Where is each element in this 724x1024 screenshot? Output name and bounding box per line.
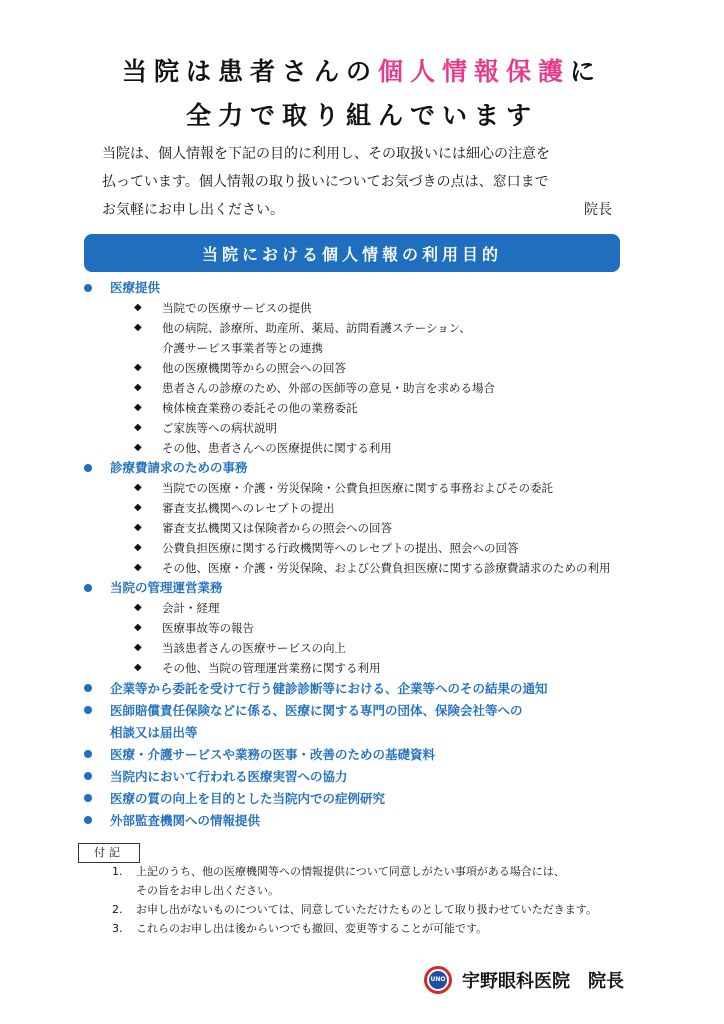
category-title: 診療費請求のための事務 bbox=[110, 460, 248, 475]
list-item: ◆ 医療事故等の報告 bbox=[110, 618, 684, 638]
purpose-insurance-continuation bbox=[84, 722, 684, 744]
note-number: 3. bbox=[112, 922, 123, 935]
intro-signature: 院長 bbox=[584, 202, 612, 218]
intro-line-2: 払っています。個人情報の取り扱いについてお気づきの点は、窓口まで bbox=[102, 174, 549, 190]
purpose-basic-data: 医療・介護サービスや業務の医事・改善のための基礎資料 bbox=[84, 744, 684, 766]
title-part-after: に bbox=[570, 57, 603, 86]
intro-line-3-text: お気軽にお申し出ください。 bbox=[102, 202, 284, 218]
list-item: ◆ その他、当院の管理運営業務に関する利用 bbox=[110, 658, 684, 678]
purpose-training: 当院内において行われる医療実習への協力 bbox=[84, 766, 684, 788]
note-item bbox=[112, 900, 672, 919]
notes-list bbox=[112, 862, 672, 938]
note-text: これらのお申し出は後からいつでも撤回、変更等することが可能です。 bbox=[136, 922, 488, 935]
list-item: ◆ 患者さんの診療のため、外部の医師等の意見・助言を求める場合 bbox=[110, 378, 684, 398]
purpose-external-audit: 外部監査機関への情報提供 bbox=[84, 810, 684, 832]
list-item: ◆ 当該患者さんの医療サービスの向上 bbox=[110, 638, 684, 658]
title-highlight: 個人情報保護 bbox=[377, 57, 570, 86]
list-item: ◆ 他の病院、診療所、助産所、薬局、訪問看護ステーション、 bbox=[110, 318, 684, 338]
note-number: 1. bbox=[112, 865, 123, 878]
category-items bbox=[110, 478, 684, 578]
list-item: ◆ 検体検査業務の委託その他の業務委託 bbox=[110, 398, 684, 418]
page-title-line2: 全力で取り組んでいます bbox=[185, 101, 538, 130]
list-item: ◆ 他の医療機関等からの照会への回答 bbox=[110, 358, 684, 378]
intro-text bbox=[102, 140, 612, 224]
intro-line-3 bbox=[102, 196, 612, 224]
list-item: ◆ 審査支払機関へのレセプトの提出 bbox=[110, 498, 684, 518]
list-item-continuation bbox=[110, 338, 684, 358]
purpose-insurance: 医師賠償責任保険などに係る、医療に関する専門の団体、保険会社等への bbox=[84, 700, 684, 722]
note-item bbox=[112, 862, 672, 881]
purpose-corporate-checkup: 企業等から委託を受けて行う健診診断等における、企業等へのその結果の通知 bbox=[84, 678, 684, 700]
purpose-insurance-continuation-text: 相談又は届出等 bbox=[110, 725, 198, 740]
note-item bbox=[112, 919, 672, 938]
page-title-line1 bbox=[0, 52, 724, 88]
list-item: ◆ 審査支払機関又は保険者からの照会への回答 bbox=[110, 518, 684, 538]
purpose-list bbox=[84, 278, 684, 832]
list-item: ◆ ご家族等への病状説明 bbox=[110, 418, 684, 438]
note-number bbox=[112, 881, 136, 900]
clinic-role: 院長 bbox=[588, 971, 624, 992]
purpose-case-study: 医療の質の向上を目的とした当院内での症例研究 bbox=[84, 788, 684, 810]
list-item: ◆ その他、患者さんへの医療提供に関する利用 bbox=[110, 438, 684, 458]
title-part-before: 当院は患者さんの bbox=[121, 57, 378, 86]
list-item: ◆ 当院での医療サービスの提供 bbox=[110, 298, 684, 318]
list-item: ◆ その他、医療・介護・労災保険、および公費負担医療に関する診療費請求のための利用 bbox=[110, 558, 684, 578]
clinic-logo-icon bbox=[424, 966, 452, 994]
clinic-logo-text: UNO bbox=[429, 971, 447, 989]
category-title: 医療提供 bbox=[110, 280, 161, 295]
note-item bbox=[112, 881, 672, 900]
note-text: その旨をお申し出ください。 bbox=[136, 884, 279, 897]
note-text: お申し出がないものについては、同意していただけたものとして取り扱わせていただきます。 bbox=[136, 903, 597, 916]
category-billing bbox=[84, 458, 684, 578]
list-item: ◆ 当院での医療・介護・労災保険・公費負担医療に関する事務およびその委託 bbox=[110, 478, 684, 498]
intro-line-1: 当院は、個人情報を下記の目的に利用し、その取扱いには細心の注意を bbox=[102, 146, 550, 162]
category-items bbox=[110, 298, 684, 458]
list-item: ◆ 会計・経理 bbox=[110, 598, 684, 618]
note-text: 上記のうち、他の医療機関等への情報提供について同意しがたい事項がある場合には、 bbox=[136, 865, 565, 878]
purpose-banner: 当院における個人情報の利用目的 bbox=[84, 234, 620, 272]
clinic-name: 宇野眼科医院 bbox=[462, 971, 570, 992]
notes-label: 付記 bbox=[78, 843, 140, 863]
list-item-continuation-text: 介護サービス事業者等との連携 bbox=[162, 341, 323, 355]
category-management bbox=[84, 578, 684, 678]
category-medical-care bbox=[84, 278, 684, 458]
category-title: 当院の管理運営業務 bbox=[110, 580, 223, 595]
footer-signature bbox=[424, 964, 624, 996]
note-number: 2. bbox=[112, 903, 123, 916]
list-item: ◆ 公費負担医療に関する行政機関等へのレセプトの提出、照会への回答 bbox=[110, 538, 684, 558]
category-items bbox=[110, 598, 684, 678]
